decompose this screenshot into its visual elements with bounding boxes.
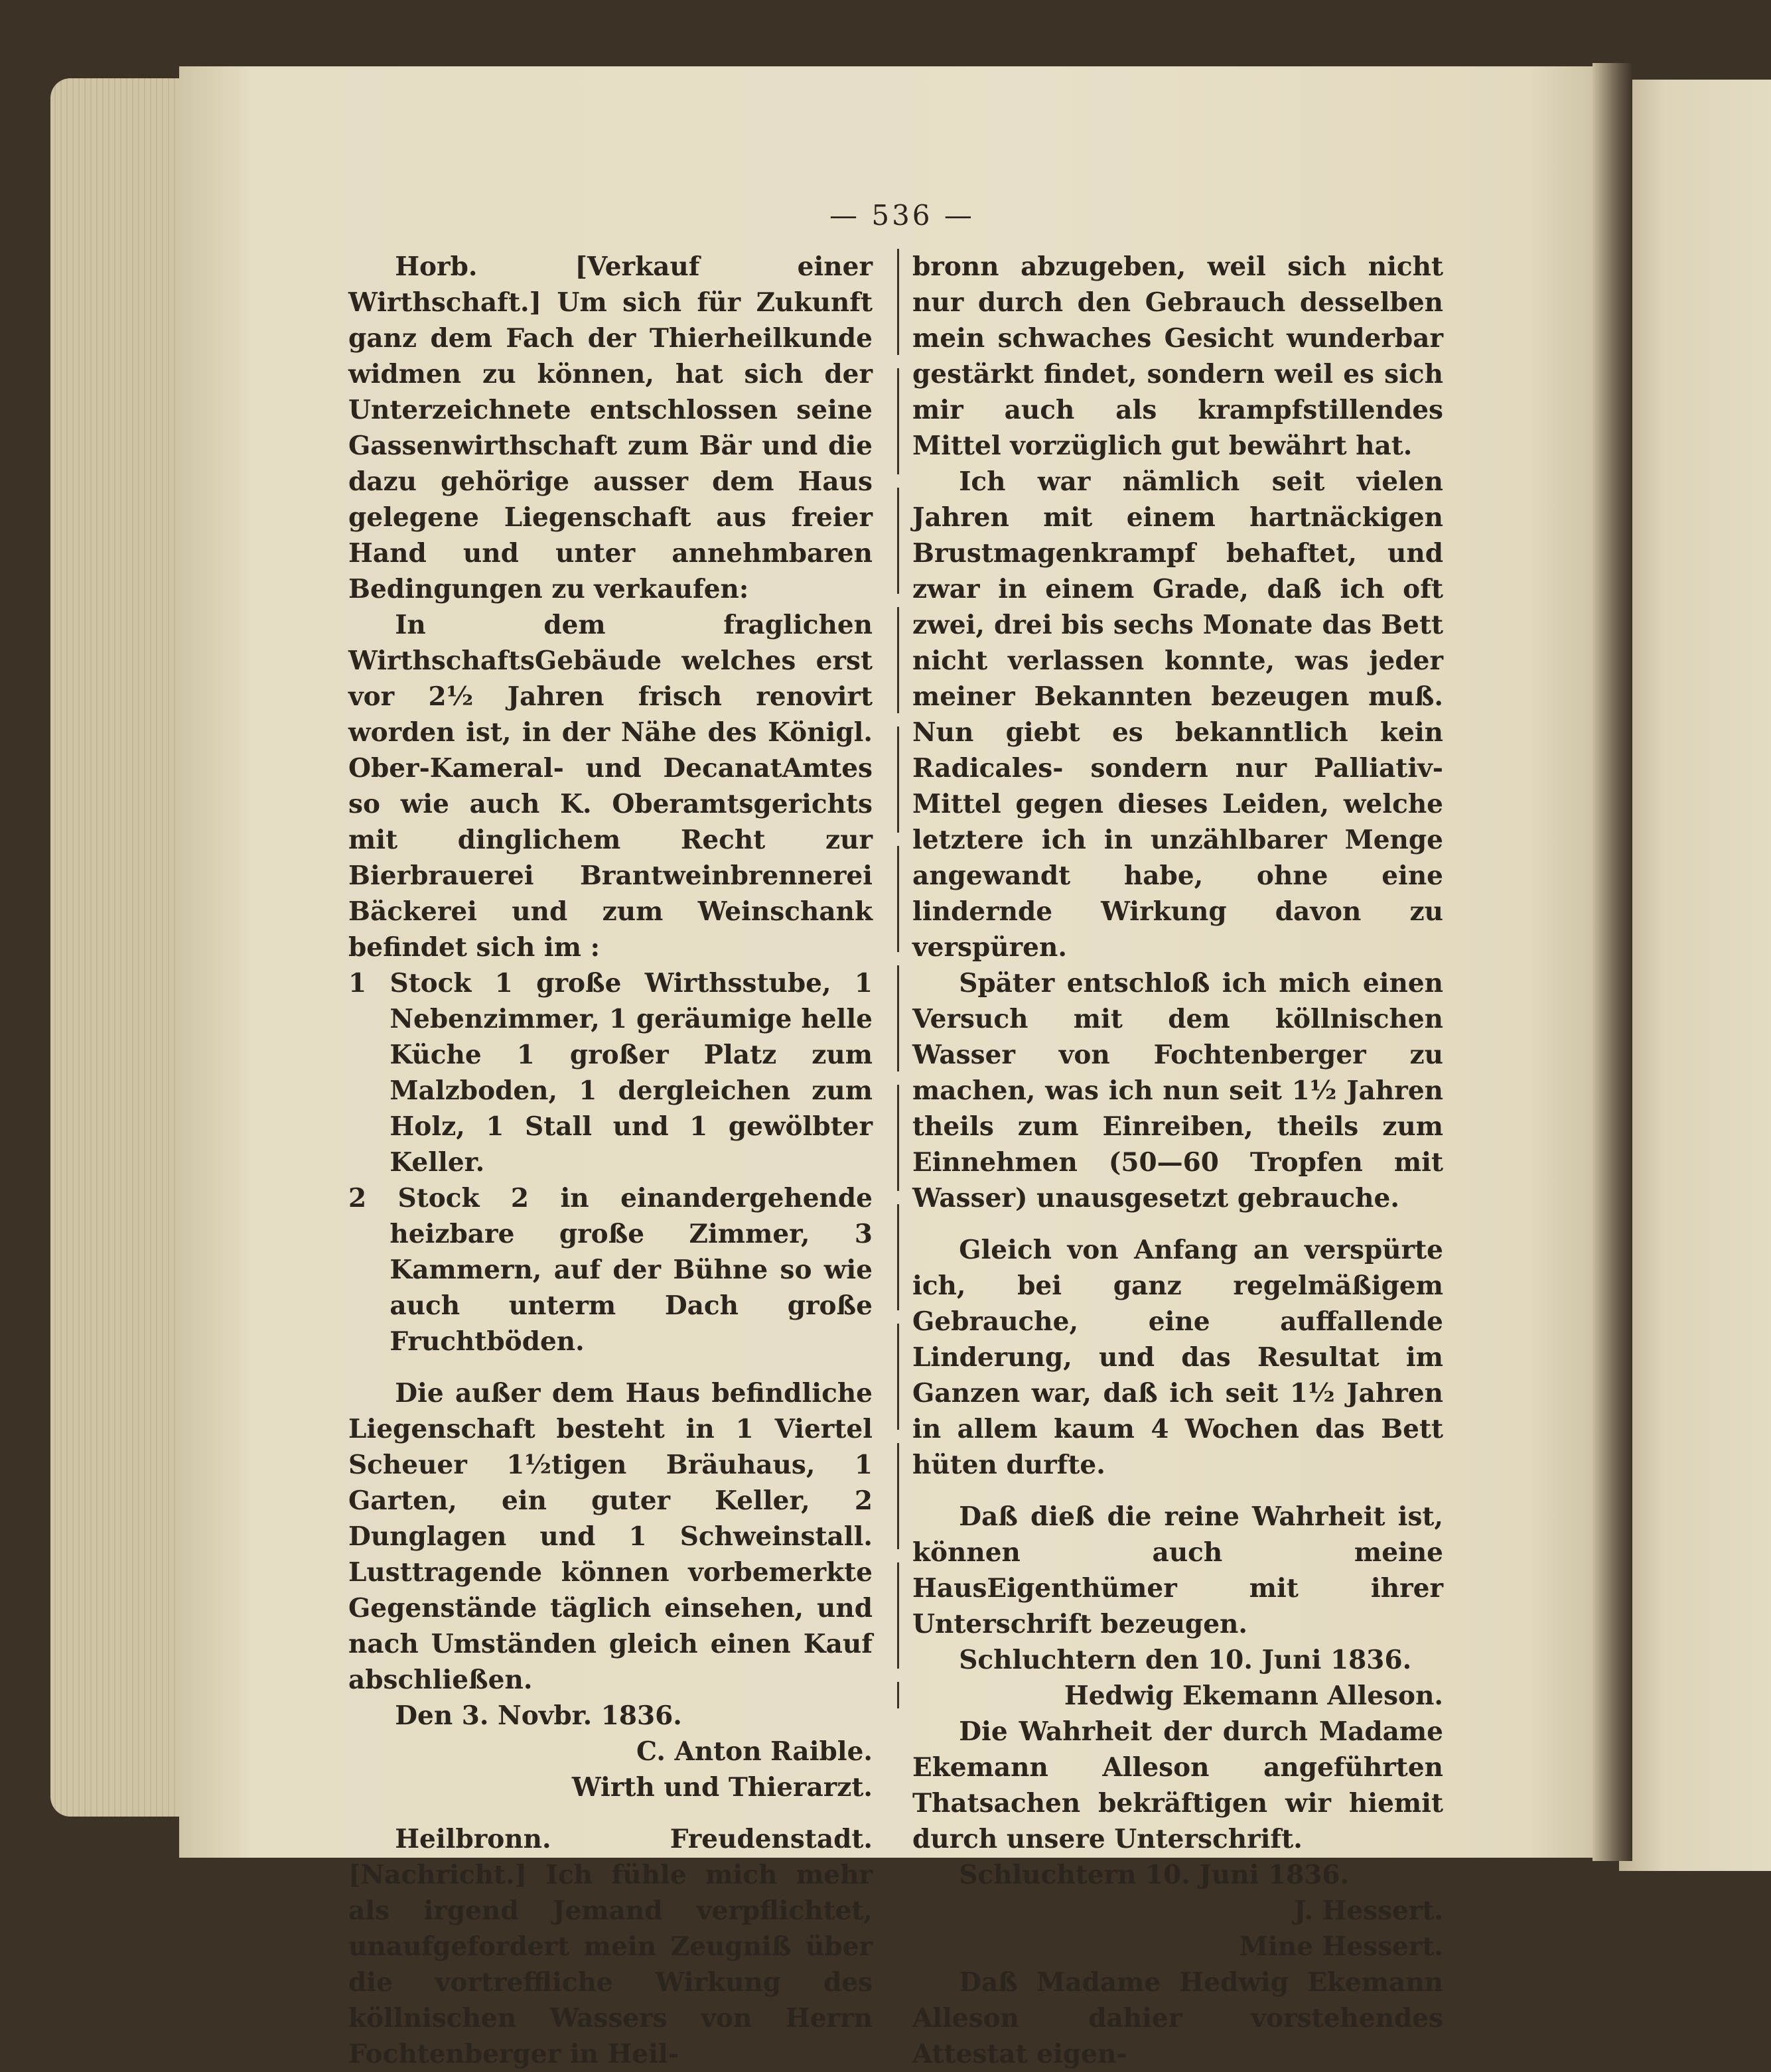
notice-heilbronn-witness-sig-2: Mine Hessert. <box>1239 1931 1443 1962</box>
book-gutter <box>1593 63 1632 1861</box>
notice-horb-floor-2: 2 Stock 2 in einandergehende heizbare große Zimmer, 3 Kammern, auf der Bühne so wie auch unterm Dach große Fruchtböden. <box>348 1183 873 1357</box>
notice-horb-building: In dem fraglichen WirthschaftsGebäude welches erst vor 2½ Jahren frisch renovirt worden ist, in der Nähe des Königl. Ober-Kameral- und DecanatAmtes so wie auch K. Oberamtsgerichts mit dinglichem Recht zur Bierbrauerei Brantweinbrennerei Bäckerei und zum Weinschank befindet sich im : <box>348 610 873 963</box>
right-column <box>912 249 1443 2072</box>
notice-horb-floor-1: 1 Stock 1 große Wirthsstube, 1 Nebenzimmer, 1 geräumige helle Küche 1 großer Platz zum Malzboden, 1 dergleichen zum Holz, 1 Stall und 1 gewölbter Keller. <box>348 968 873 1178</box>
left-column <box>348 249 873 2072</box>
notice-heilbronn-witness-date: Schluchtern 10. Juni 1836. <box>959 1860 1350 1890</box>
notice-heilbronn-witness-sig-1: J. Hessert. <box>1293 1896 1443 1926</box>
notice-heilbronn-truth: Daß dieß die reine Wahrheit ist, können auch meine HausEigenthümer mit ihrer Unterschrift bezeugen. <box>912 1501 1443 1639</box>
notice-horb-title: Wirth und Thierarzt. <box>571 1772 873 1803</box>
page-number: — 536 — <box>829 199 975 232</box>
notice-heilbronn-date: Schluchtern den 10. Juni 1836. <box>959 1645 1412 1675</box>
notice-horb-property: Die außer dem Haus befindliche Liegenschaft besteht in 1 Viertel Scheuer 1½tigen Bräuhaus, 1 Garten, ein guter Keller, 2 Dunglagen und 1 Schweinstall. Lusttragende können vorbemerkte Gegenstände täglich einsehen, und nach Umständen gleich einen Kauf abschließen. <box>348 1378 873 1695</box>
notice-heilbronn-result: Gleich von Anfang an verspürte ich, bei ganz regelmäßigem Gebrauche, eine auffallende Linderung, und das Resultat im Ganzen war, daß ich seit 1½ Jahren in allem kaum 4 Wochen das Bett hüten durfte. <box>912 1235 1443 1480</box>
notice-heilbronn-trial: Später entschloß ich mich einen Versuch mit dem köllnischen Wasser von Fochtenberger zu machen, was ich nun seit 1½ Jahren theils zum Einreiben, theils zum Einnehmen (50—60 Tropfen mit Wasser) unausgesetzt gebrauche. <box>912 968 1443 1213</box>
facing-page <box>1619 80 1771 1871</box>
notice-heilbronn-cont: bronn abzugeben, weil sich nicht nur durch den Gebrauch desselben mein schwaches Gesicht wunderbar gestärkt findet, sondern weil es sich mir auch als krampfstillendes Mittel vorzüglich gut bewährt hat. <box>912 251 1443 461</box>
notice-horb-signature: C. Anton Raible. <box>636 1736 873 1767</box>
notice-heilbronn-ailment: Ich war nämlich seit vielen Jahren mit einem hartnäckigen Brustmagenkrampf behaftet, und zwar in einem Grade, daß ich oft zwei, drei bis sechs Monate das Bett nicht verlassen konnte, was jeder meiner Bekannten bezeugen muß. Nun giebt es bekanntlich kein Radicales- sondern nur Palliativ-Mittel gegen dieses Leiden, welche letztere ich in unzählbarer Menge angewandt habe, ohne eine lindernde Wirkung davon zu verspüren. <box>912 466 1443 963</box>
notice-horb-date: Den 3. Novbr. 1836. <box>395 1700 682 1731</box>
notice-heilbronn-attestation: Daß Madame Hedwig Ekemann Alleson dahier vorstehendes Attestat eigen- <box>912 1967 1443 2069</box>
notice-heilbronn-signature: Hedwig Ekemann Alleson. <box>1064 1681 1443 1711</box>
notice-heilbronn-intro: Heilbronn. Freudenstadt. [Nachricht.] Ich fühle mich mehr als irgend Jemand verpflichtet, unaufgefordert mein Zeugniß über die vortreffliche Wirkung des köllnischen Wassers von Herrn Fochtenberger in Heil- <box>348 1824 873 2069</box>
notice-horb-intro: Horb. [Verkauf einer Wirthschaft.] Um sich für Zukunft ganz dem Fach der Thierheilkunde widmen zu können, hat sich der Unterzeichnete entschlossen seine Gassenwirthschaft zum Bär und die dazu gehörige ausser dem Haus gelegene Liegenschaft aus freier Hand und unter annehmbaren Bedingungen zu verkaufen: <box>348 251 873 604</box>
column-divider <box>897 249 899 1708</box>
notice-heilbronn-witness: Die Wahrheit der durch Madame Ekemann Alleson angeführten Thatsachen bekräftigen wir hiemit durch unsere Unterschrift. <box>912 1716 1443 1854</box>
